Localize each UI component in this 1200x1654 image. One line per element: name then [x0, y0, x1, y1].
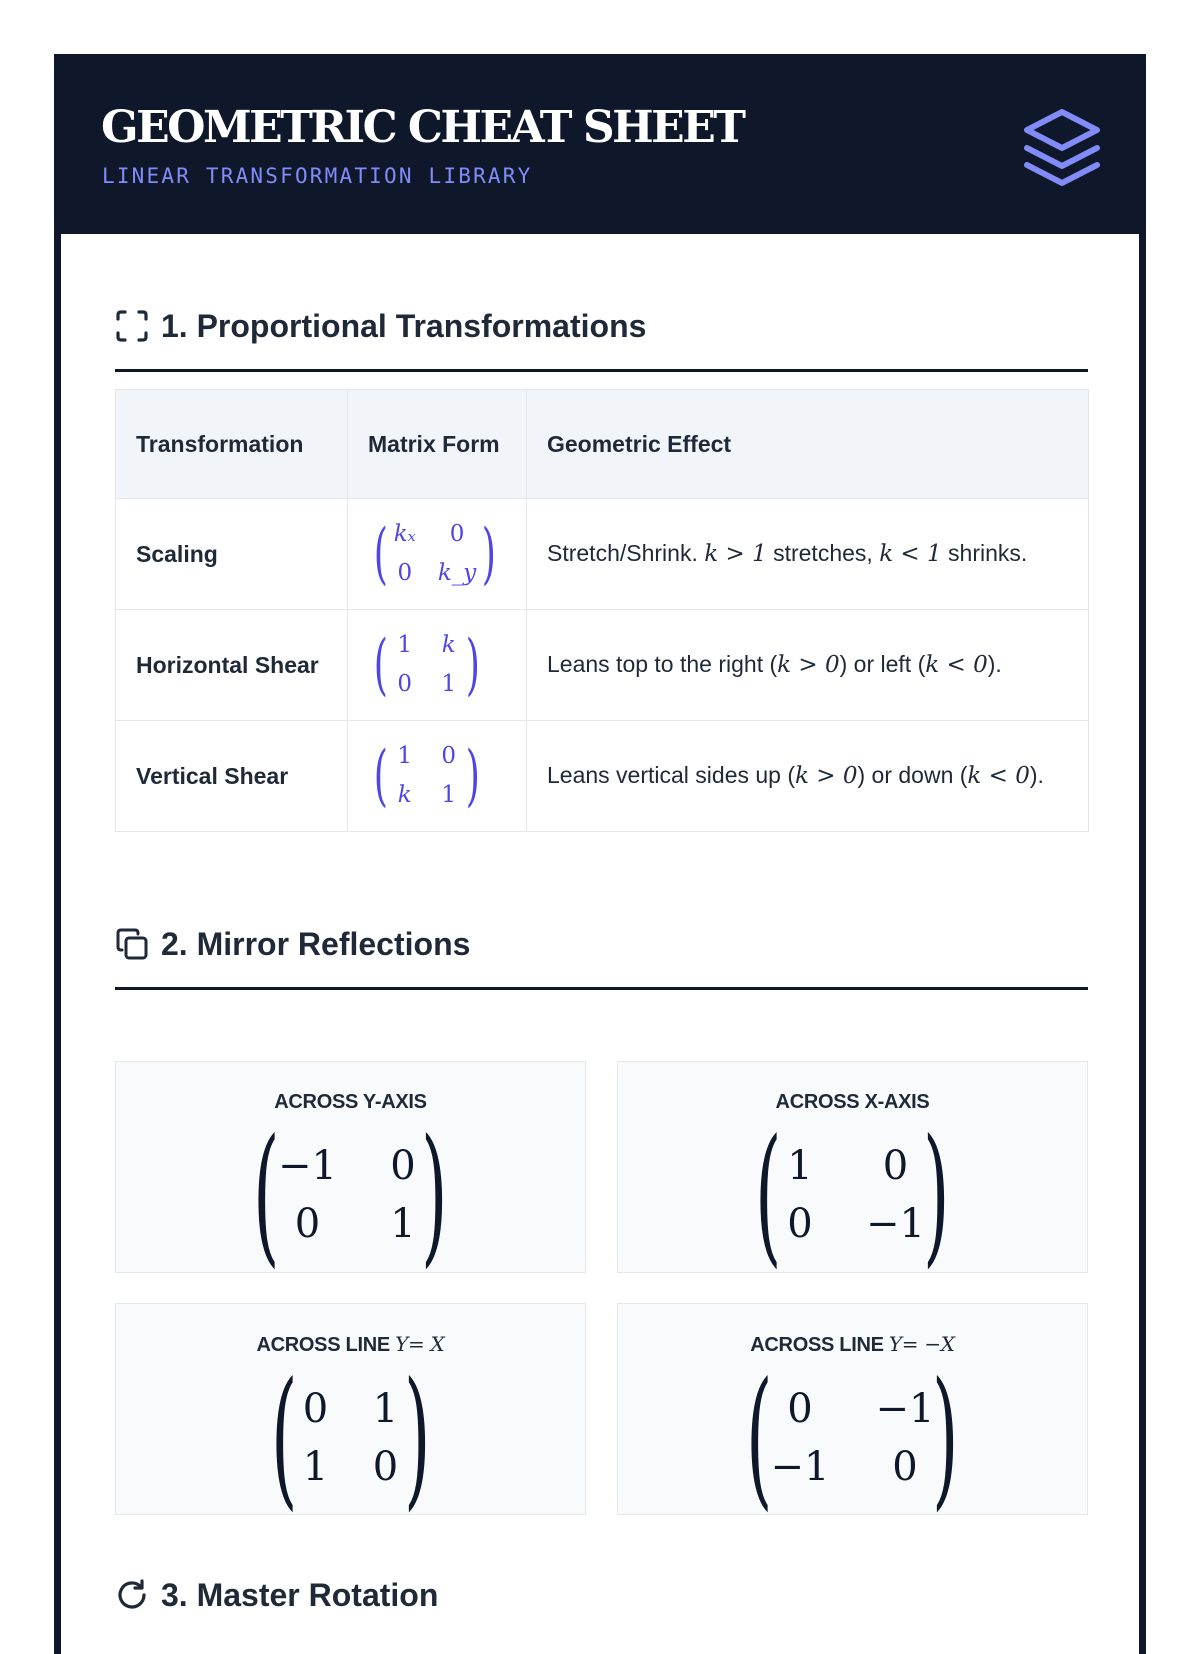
content-panel — [61, 234, 1139, 1654]
page-subtitle: LINEAR TRANSFORMATION LIBRARY — [102, 164, 533, 188]
section-1-heading — [115, 300, 1088, 372]
reflection-label: ACROSS Y-AXIS — [274, 1091, 427, 1113]
matrix: ( 1 0 k 1 ) — [373, 737, 480, 814]
matrix-entry: 0 — [787, 1201, 813, 1247]
table-header-row — [116, 390, 1089, 499]
matrix-entry: 0 — [892, 1444, 918, 1490]
matrix-entry: −1 — [278, 1143, 337, 1189]
matrix-entry: −1 — [770, 1444, 830, 1490]
header — [54, 54, 1146, 233]
transformation-name: Horizontal Shear — [116, 610, 348, 721]
reflection-card — [115, 1061, 586, 1282]
reflection-label: ACROSS X-AXIS — [775, 1091, 930, 1113]
matrix-cell — [348, 721, 527, 832]
matrix-entry: 0 — [294, 1201, 321, 1247]
matrix-entry: −1 — [866, 1201, 925, 1247]
matrix-entry: 1 — [441, 782, 457, 808]
matrix: ( 0 −1 −1 0 ) — [746, 1351, 959, 1525]
matrix: ( kₓ 0 0 k_y ) — [373, 515, 497, 592]
matrix-entry: k — [397, 782, 412, 808]
column-header: Transformation — [116, 390, 348, 499]
cheat-sheet — [54, 54, 1146, 1654]
matrix-entry: 0 — [449, 521, 465, 547]
matrix-entry: 0 — [390, 1143, 416, 1189]
reflection-card — [617, 1303, 1088, 1525]
effect-cell: Leans vertical sides up (k > 0) or down (k < 0). — [527, 721, 1089, 832]
matrix-entry: 0 — [397, 560, 413, 586]
matrix-entry: 1 — [397, 743, 413, 769]
matrix: ( 0 1 1 0 ) — [271, 1351, 430, 1525]
rotate-icon — [115, 1578, 149, 1612]
page-title: GEOMETRIC CHEAT SHEET — [101, 102, 744, 153]
matrix: ( 1 0 0 −1 ) — [755, 1108, 950, 1282]
matrix-entry: 1 — [441, 671, 457, 697]
matrix-entry: 0 — [441, 743, 457, 769]
effect-cell: Stretch/Shrink. k > 1 stretches, k < 1 shrinks. — [527, 499, 1089, 610]
reflection-card — [617, 1061, 1088, 1282]
transformation-name: Vertical Shear — [116, 721, 348, 832]
matrix-cell — [348, 499, 527, 610]
matrix-entry: 1 — [302, 1444, 329, 1490]
table-row — [116, 610, 1089, 721]
matrix-entry: −1 — [875, 1386, 935, 1432]
matrix: ( 1 k 0 1 ) — [373, 626, 480, 703]
column-header: Geometric Effect — [527, 390, 1089, 499]
column-header: Matrix Form — [348, 390, 527, 499]
section-3-title: 3. Master Rotation — [161, 1577, 439, 1613]
scan-frame-icon — [115, 309, 149, 343]
transformations-table — [115, 389, 1089, 832]
effect-cell: Leans top to the right (k > 0) or left (k < 0). — [527, 610, 1089, 721]
matrix-entry: 1 — [397, 632, 413, 658]
section-1-title: 1. Proportional Transformations — [161, 308, 647, 344]
matrix-entry: k — [441, 632, 456, 658]
matrix-entry: 0 — [787, 1386, 813, 1432]
reflection-label: ACROSS LINE Y= X — [256, 1332, 445, 1356]
matrix-entry: 1 — [787, 1143, 813, 1189]
table-row — [116, 721, 1089, 832]
section-2-title: 2. Mirror Reflections — [161, 926, 471, 962]
section-2-heading — [115, 916, 1088, 990]
matrix-cell — [348, 610, 527, 721]
matrix-entry: k_y — [437, 560, 477, 586]
reflection-label: ACROSS LINE Y= −X — [750, 1332, 955, 1356]
matrix-entry: 1 — [390, 1201, 416, 1247]
table-row — [116, 499, 1089, 610]
reflection-card — [115, 1303, 586, 1525]
layers-icon — [1021, 108, 1103, 190]
matrix-entry: 0 — [397, 671, 413, 697]
matrix-entry: 0 — [882, 1143, 909, 1189]
matrix-entry: 0 — [302, 1386, 329, 1432]
transformation-name: Scaling — [116, 499, 348, 610]
matrix-entry: kₓ — [393, 521, 416, 547]
section-3-heading — [115, 1570, 1088, 1620]
matrix-entry: 1 — [372, 1386, 399, 1432]
matrix-entry: 0 — [372, 1444, 399, 1490]
copy-icon — [115, 927, 149, 961]
matrix: ( −1 0 0 1 ) — [253, 1108, 448, 1282]
